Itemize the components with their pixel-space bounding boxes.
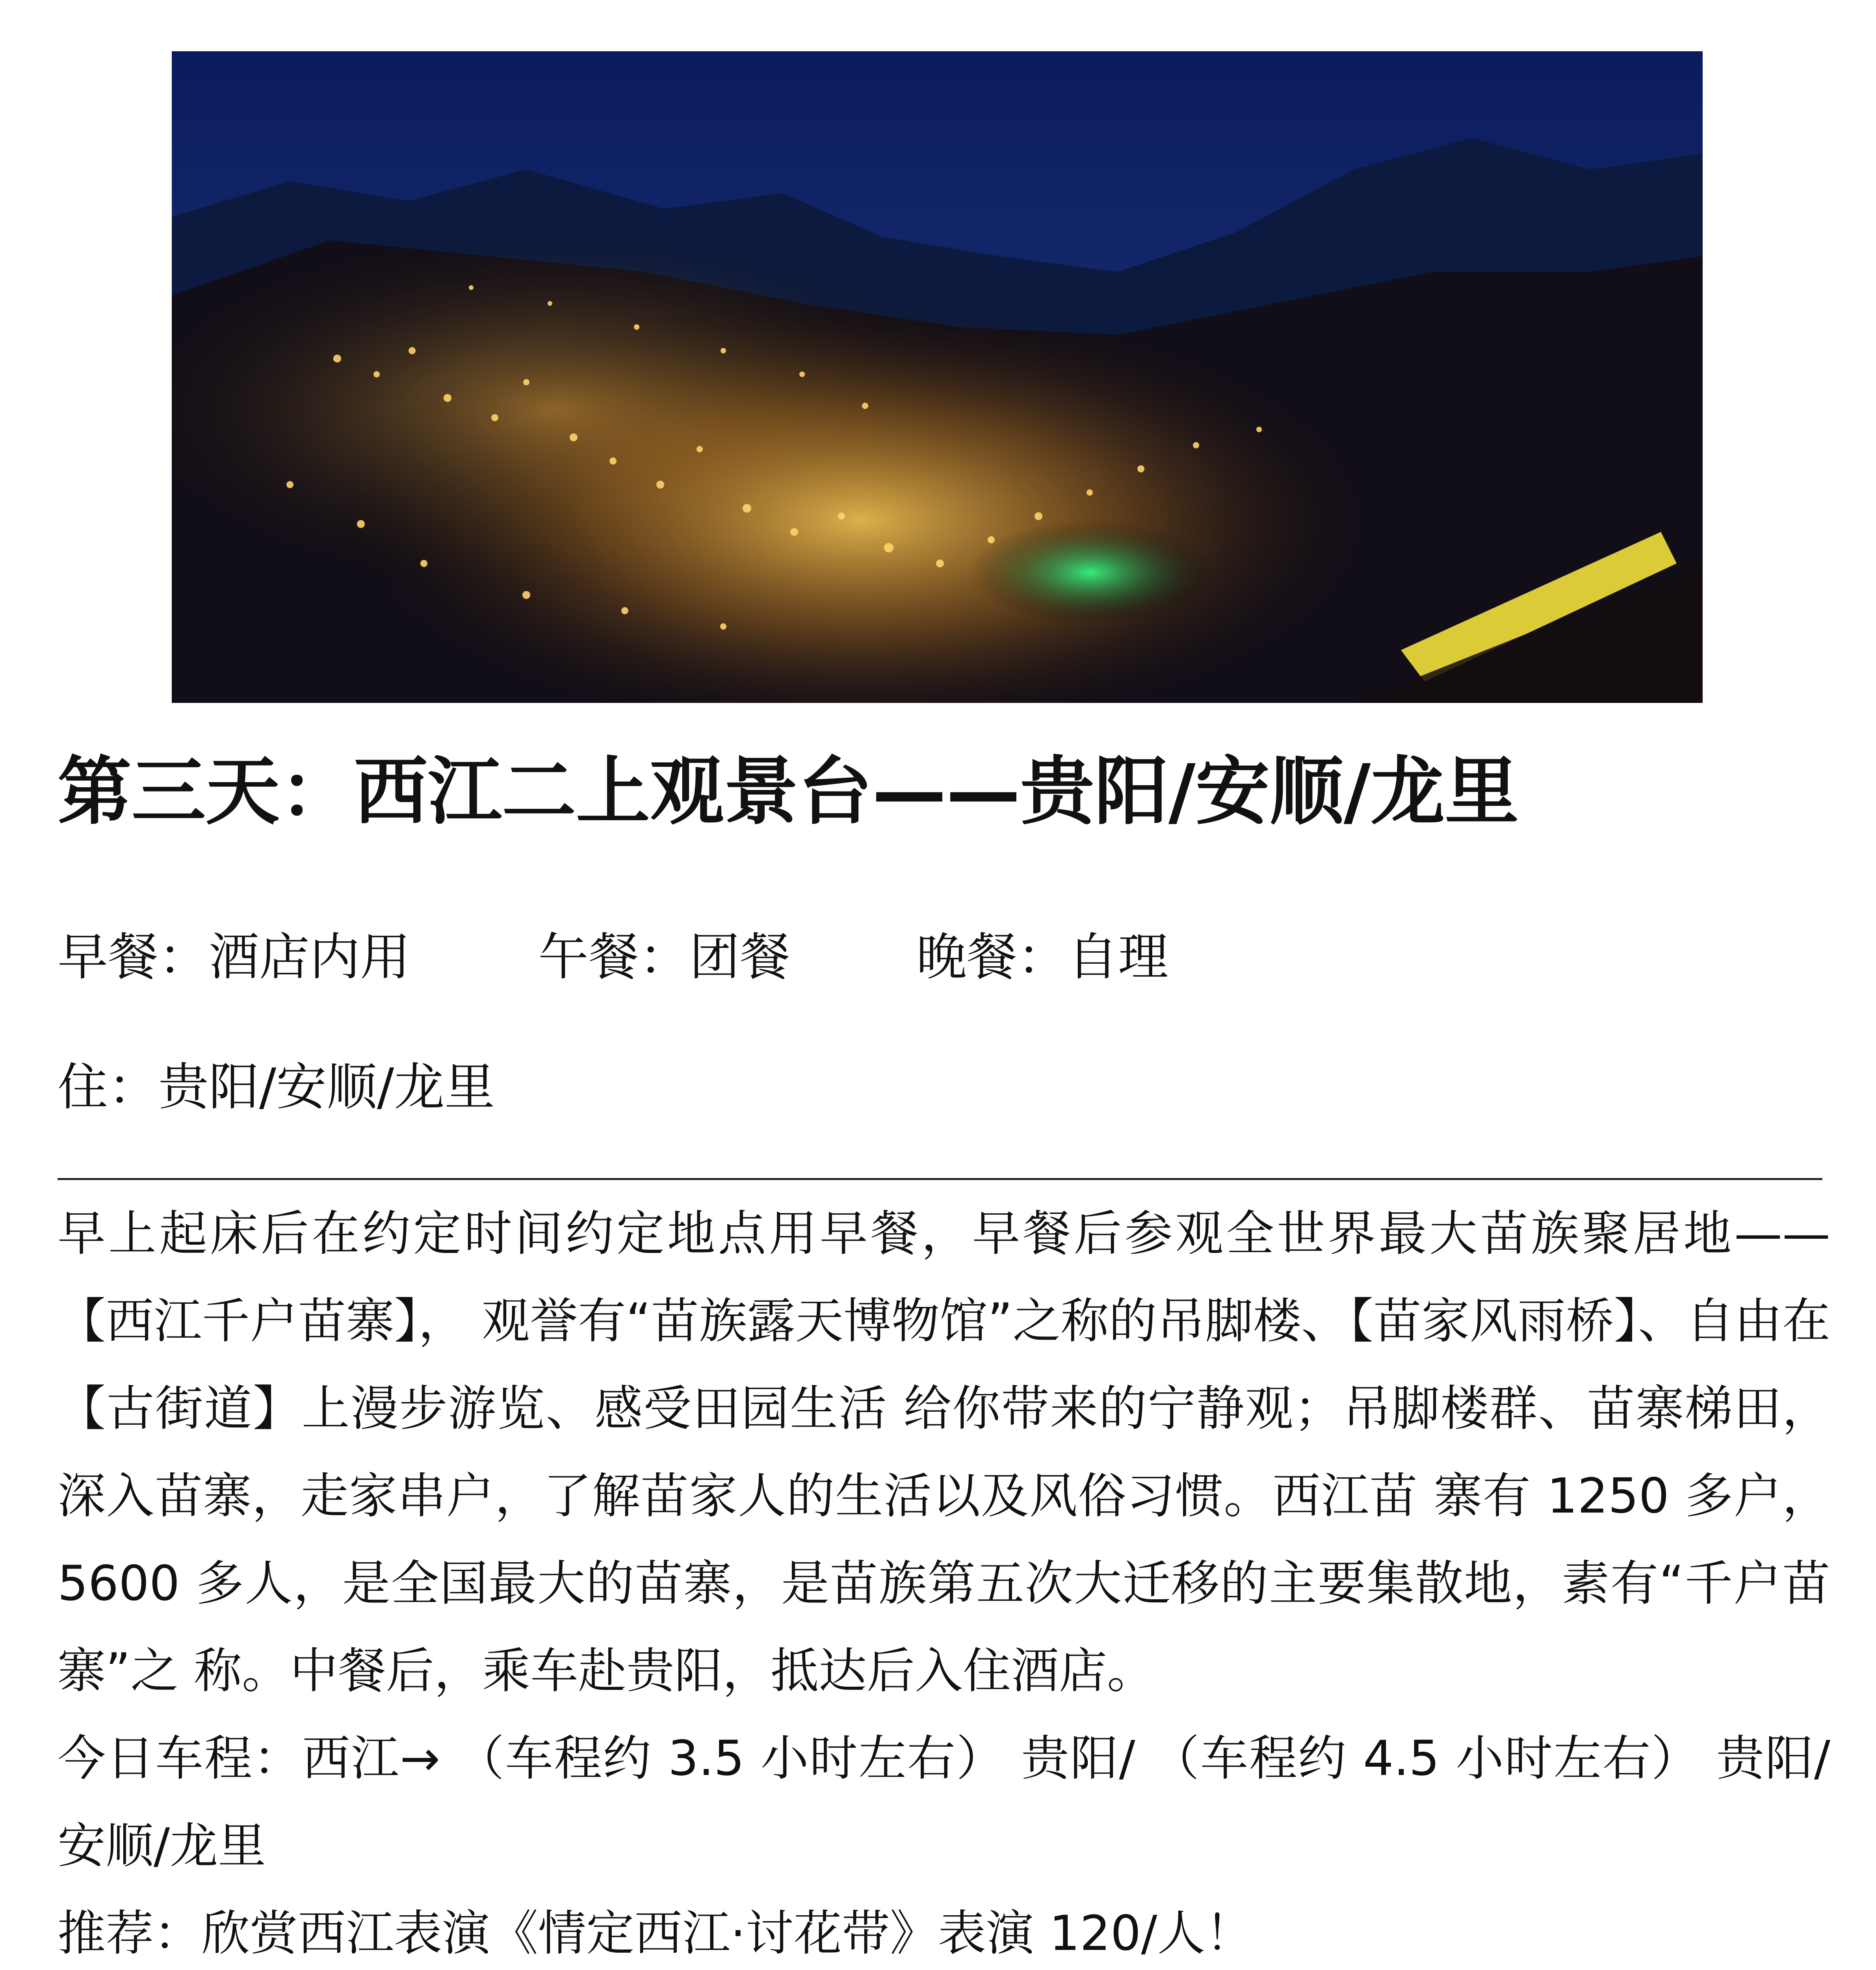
dinner-info: 晚餐：自理 — [916, 928, 1169, 987]
itinerary-description: 早上起床后在约定时间约定地点用早餐，早餐后参观全世界最大苗族聚居地——【西江千户苗寨】， 观誉有“苗族露天博物馆”之称的吊脚楼、【苗家风雨桥】、自由在【古街道】上漫步游览、感受田园生活 给你带来的宁静观；吊脚楼群、苗寨梯田，深入苗寨，走家串户，了解苗家人的生活以及风俗习惯。西江苗 寨有 1250 多户，5600 多人，是全国最大的苗寨，是苗族第五次大迁移的主要集散地，素有“千户苗寨”之 称。中餐后，乘车赴贵阳，抵达后入住酒店。 — [58, 1206, 1831, 1699]
day-title: 第三天：西江二上观景台——贵阳/安顺/龙里 — [58, 749, 1519, 835]
divider — [58, 1178, 1822, 1180]
route-info: 今日车程：西江→ （车程约 3.5 小时左右） 贵阳/ （车程约 4.5 小时左右） 贵阳/安顺/龙里 — [58, 1730, 1830, 1874]
accommodation-info: 住：贵阳/安顺/龙里 — [58, 1058, 495, 1117]
xijiang-night-photo — [172, 51, 1703, 703]
recommendation: 推荐：欣赏西江表演《情定西江·讨花带》表演 120/人！ — [58, 1905, 1254, 1961]
lunch-info: 午餐：团餐 — [538, 928, 791, 987]
itinerary-content — [58, 1190, 1830, 1970]
breakfast-info: 早餐：酒店内用 — [58, 928, 411, 987]
